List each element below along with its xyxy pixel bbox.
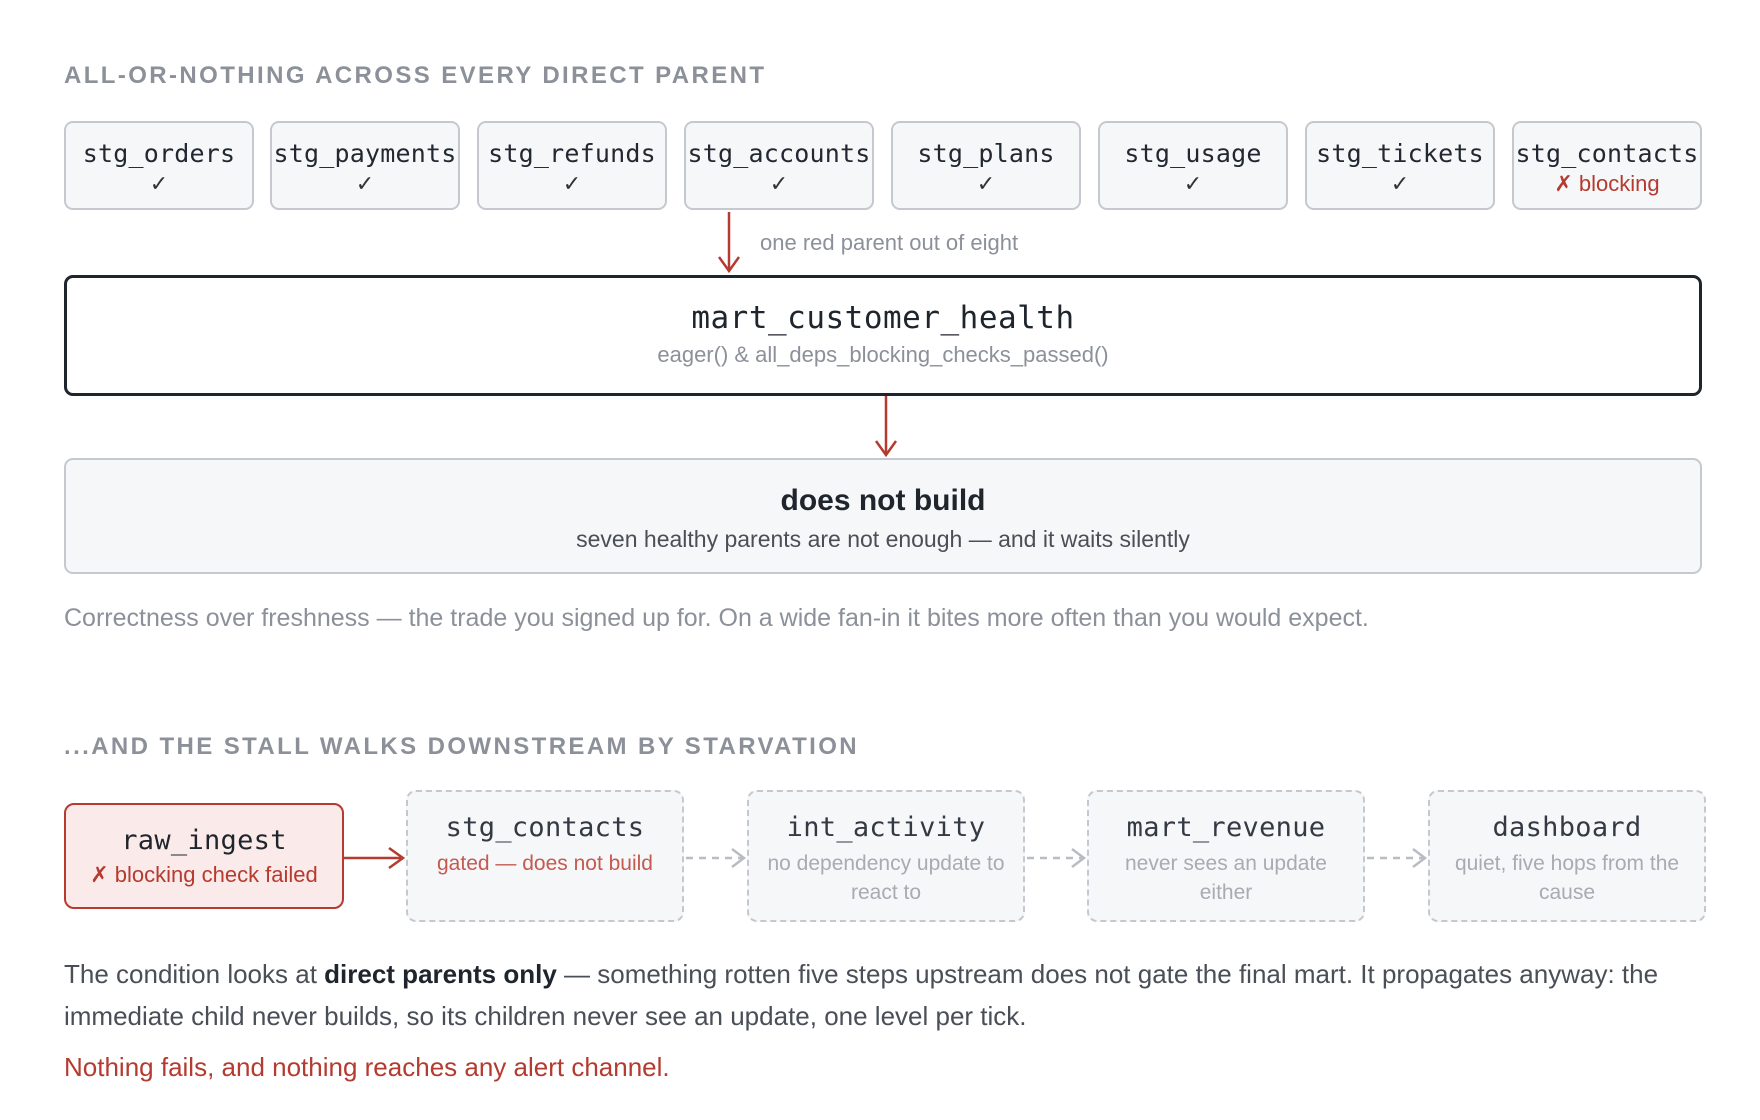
chain-node-desc: never sees an update either: [1125, 852, 1327, 904]
parent-node-status: ✓: [562, 171, 582, 196]
parent-node-name: stg_usage: [1124, 139, 1262, 168]
result-title: does not build: [780, 484, 986, 517]
chain-node-name: int_activity: [786, 812, 986, 843]
alert-note: Nothing fails, and nothing reaches any alert channel.: [64, 1052, 670, 1082]
parent-node-status: ✓: [1390, 171, 1410, 196]
arrow-annotation: one red parent out of eight: [760, 230, 1019, 255]
mart-node-condition: eager() & all_deps_blocking_checks_passed(): [657, 342, 1109, 367]
parent-node-name: stg_tickets: [1316, 139, 1484, 168]
parent-node-status: ✓: [149, 171, 169, 196]
parent-node-name: stg_payments: [273, 139, 457, 168]
chain-node-desc: quiet, five hops from the cause: [1454, 852, 1680, 904]
parent-node-status: ✓: [1183, 171, 1203, 196]
parent-node-status: ✓: [769, 171, 789, 196]
chain-node-name: dashboard: [1492, 812, 1642, 843]
chain-node-desc: no dependency update to react to: [767, 852, 1005, 904]
arrow-raw-to-stg-contacts: [344, 848, 403, 868]
paragraph-lead: The condition looks at: [64, 959, 325, 989]
section-heading-fan-in: ALL-OR-NOTHING ACROSS EVERY DIRECT PARENT: [64, 62, 767, 89]
paragraph-rest: — something rotten five steps upstream does not gate the final mart. It propagates anyway: the immediate child never builds, so its children never see an update, one level per tick.: [64, 959, 1659, 1031]
source-node-status: ✗ blocking check failed: [90, 862, 318, 887]
parent-node-name: stg_plans: [917, 139, 1055, 168]
parent-node-name: stg_refunds: [488, 139, 656, 168]
arrow-parent-to-mart: [719, 212, 739, 271]
parent-node-status: ✓: [976, 171, 996, 196]
result-subtitle: seven healthy parents are not enough — and it waits silently: [576, 526, 1190, 552]
chain-node-desc: gated — does not build: [437, 852, 653, 875]
arrow-int-activity-to-mart-revenue: [1027, 849, 1084, 867]
source-node-name: raw_ingest: [121, 825, 287, 856]
caption-fan-in: Correctness over freshness — the trade you signed up for. On a wide fan-in it bites more often than you would expect.: [64, 604, 1369, 632]
chain-node-name: stg_contacts: [445, 812, 645, 843]
arrow-mart-to-result: [876, 396, 896, 455]
paragraph-emphasis: direct parents only: [324, 959, 557, 989]
parent-node-status-blocking: ✗ blocking: [1554, 171, 1660, 196]
explanation-paragraph: [64, 953, 1704, 1037]
section-heading-starvation: ...AND THE STALL WALKS DOWNSTREAM BY STARVATION: [64, 733, 860, 760]
parent-node-name: stg_accounts: [687, 139, 871, 168]
arrow-mart-revenue-to-dashboard: [1367, 849, 1425, 867]
parent-node-status: ✓: [355, 171, 375, 196]
arrow-stg-contacts-to-int-activity: [686, 849, 744, 867]
chain-node-name: mart_revenue: [1126, 812, 1326, 843]
parent-node-name: stg_contacts: [1515, 139, 1699, 168]
mart-node-name: mart_customer_health: [691, 300, 1075, 336]
parent-node-name: stg_orders: [82, 139, 236, 168]
